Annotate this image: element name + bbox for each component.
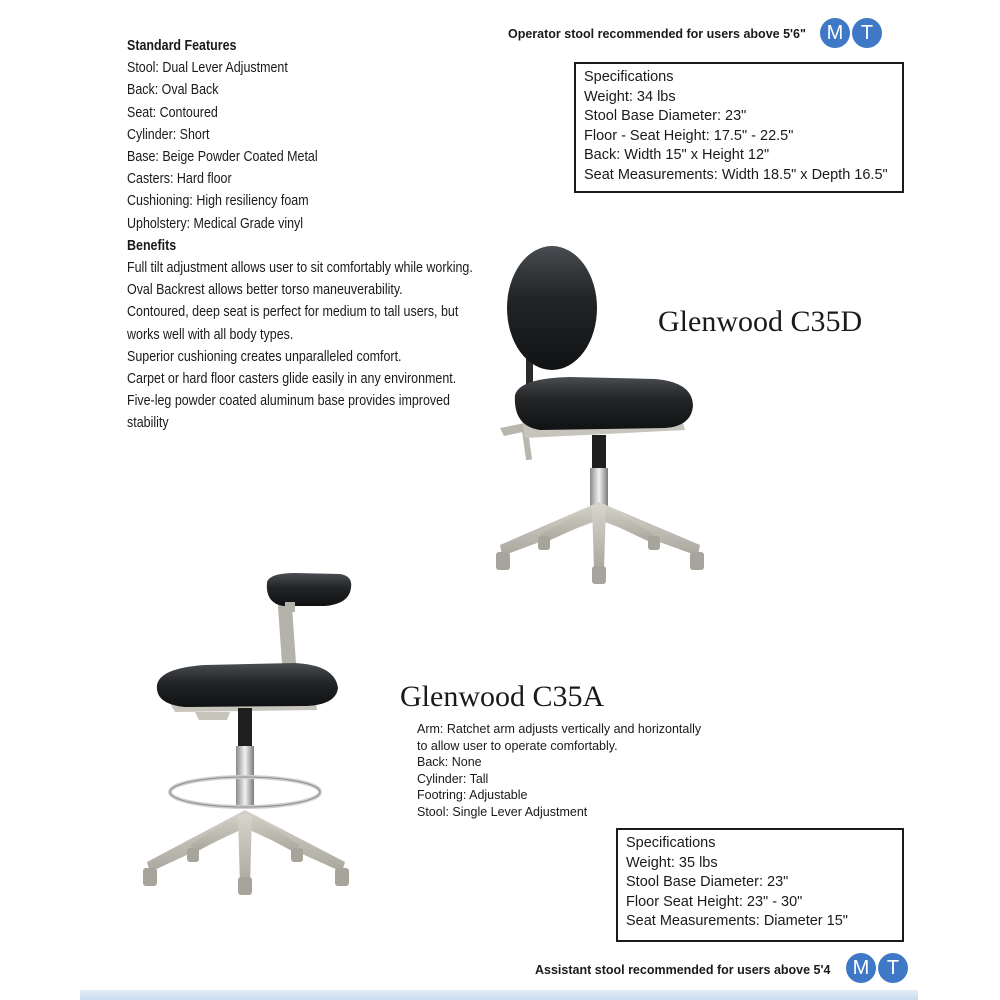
benefit-item: Superior cushioning creates unparalleled comfort. [127,348,402,365]
c35d-spec-box [574,62,904,193]
c35a-spec-box [616,828,904,942]
spec-line: Stool Base Diameter: 23" [626,874,789,891]
feature-item: Upholstery: Medical Grade vinyl [127,215,304,232]
benefits-heading: Benefits [127,237,177,254]
features-column [127,35,473,435]
c35a-feature-line: to allow user to operate comfortably. [417,738,618,753]
c35a-feature-line: Stool: Single Lever Adjustment [417,804,588,819]
spec-line: Back: Width 15" x Height 12" [584,147,770,164]
c35d-chair-image [480,240,720,585]
c35a-feature-line: Footring: Adjustable [417,788,528,803]
benefit-item: Contoured, deep seat is perfect for medium to tall users, but [127,304,459,321]
badge-t: T [878,953,908,983]
feature-item: Seat: Contoured [127,104,218,121]
badge-m: M [846,953,876,983]
c35a-chair-image [135,570,365,895]
feature-item: Stool: Dual Lever Adjustment [127,60,288,77]
feature-item: Casters: Hard floor [127,171,232,188]
c35a-features [417,721,701,821]
standard-features-heading: Standard Features [127,38,237,54]
spec-line: Floor Seat Height: 23" - 30" [626,893,803,910]
benefit-item: Full tilt adjustment allows user to sit comfortably while working. [127,260,473,277]
spec-heading: Specifications [626,835,716,851]
spec-line: Seat Measurements: Diameter 15" [626,913,848,930]
benefit-item: stability [127,415,169,432]
c35a-feature-line: Back: None [417,755,482,770]
badge-m: M [820,18,850,48]
benefit-item: works well with all body types. [127,326,294,343]
spec-line: Stool Base Diameter: 23" [584,108,747,125]
feature-item: Cylinder: Short [127,126,210,143]
feature-item: Base: Beige Powder Coated Metal [127,149,318,166]
spec-line: Seat Measurements: Width 18.5" x Depth 16.5" [584,166,888,183]
spec-line: Floor - Seat Height: 17.5" - 22.5" [584,127,794,144]
seat [157,663,338,707]
c35a-feature-line: Cylinder: Tall [417,771,489,786]
c35d-title: Glenwood C35D [658,305,863,338]
seat [515,377,693,430]
badge-t: T [852,18,882,48]
spec-line: Weight: 34 lbs [584,88,676,105]
spec-line: Weight: 35 lbs [626,854,718,871]
c35a-feature-line: Arm: Ratchet arm adjusts vertically and horizontally [417,722,702,736]
assistant-recommendation: Assistant stool recommended for users above 5'4 [535,963,831,977]
benefit-item: Oval Backrest allows better torso maneuverability. [127,282,403,299]
feature-item: Cushioning: High resiliency foam [127,193,309,210]
feature-item: Back: Oval Back [127,82,219,99]
arm-pad [267,573,351,606]
footer-band [80,990,918,1000]
operator-recommendation: Operator stool recommended for users above 5'6" [508,27,806,41]
spec-heading: Specifications [584,69,674,85]
backrest [507,246,597,370]
benefit-item: Five-leg powder coated aluminum base provides improved [127,393,450,410]
benefit-item: Carpet or hard floor casters glide easily in any environment. [127,371,457,388]
c35a-title: Glenwood C35A [400,680,605,713]
